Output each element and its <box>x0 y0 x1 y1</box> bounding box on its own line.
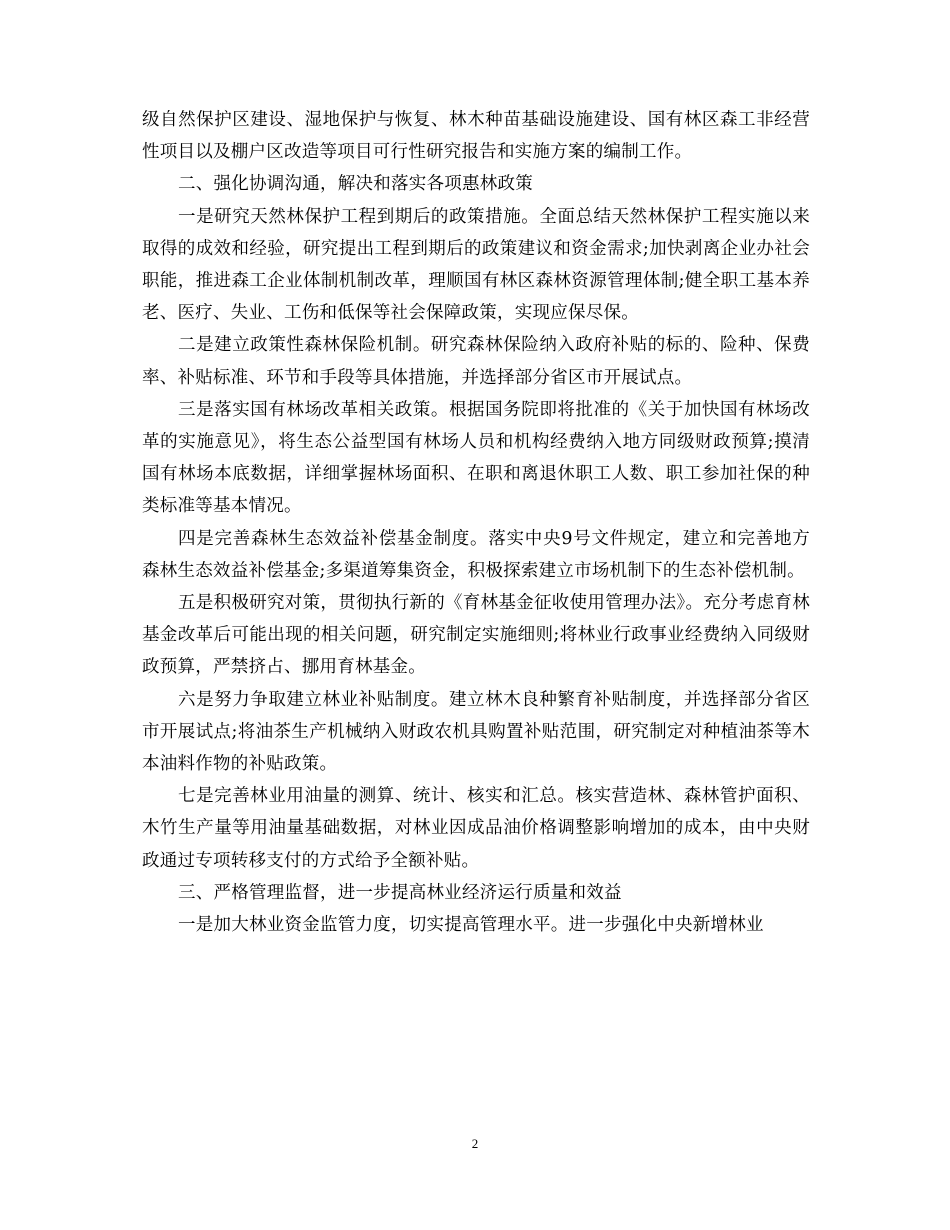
paragraph: 一是加大林业资金监管力度，切实提高管理水平。进一步强化中央新增林业 <box>178 915 764 936</box>
paragraph: 六是努力争取建立林业补贴制度。建立林木良种繁育补贴制度，并选择部分省区市开展试点;将油茶生产机械纳入财政农机具购置补贴范围，研究制定对种植油茶等木本油料作物的补贴政策。 <box>142 689 810 775</box>
paragraph: 四是完善森林生态效益补偿基金制度。落实中央9号文件规定，建立和完善地方森林生态效益补偿基金;多渠道筹集资金，积极探索建立市场机制下的生态补偿机制。 <box>142 528 810 581</box>
paragraph: 五是积极研究对策，贯彻执行新的《育林基金征收使用管理办法》。充分考虑育林基金改革后可能出现的相关问题，研究制定实施细则;将林业行政事业经费纳入同级财政预算，严禁挤占、挪用育林基金。 <box>142 593 810 678</box>
paragraph: 一是研究天然林保护工程到期后的政策措施。全面总结天然林保护工程实施以来取得的成效和经验，研究提出工程到期后的政策建议和资金需求;加快剥离企业办社会职能，推进森工企业体制机制改革，理顺国有林区森林资源管理体制;健全职工基本养老、医疗、失业、工伤和低保等社会保障政策，实现应保尽保。 <box>142 206 810 324</box>
paragraph: 二是建立政策性森林保险机制。研究森林保险纳入政府补贴的标的、险种、保费率、补贴标准、环节和手段等具体措施，并选择部分省区市开展试点。 <box>142 335 810 388</box>
section-heading: 三、严格管理监督，进一步提高林业经济运行质量和效益 <box>178 882 622 903</box>
paragraph: 级自然保护区建设、湿地保护与恢复、林木种苗基础设施建设、国有林区森工非经营性项目以及棚户区改造等项目可行性研究报告和实施方案的编制工作。 <box>142 110 810 163</box>
document-body <box>142 104 810 941</box>
section-heading: 二、强化协调沟通，解决和落实各项惠林政策 <box>178 174 533 195</box>
page-number: 2 <box>471 1136 479 1151</box>
paragraph: 三是落实国有林场改革相关政策。根据国务院即将批准的《关于加快国有林场改革的实施意见》，将生态公益型国有林场人员和机构经费纳入地方同级财政预算;摸清国有林场本底数据，详细掌握林场面积、在职和离退休职工人数、职工参加社保的种类标准等基本情况。 <box>142 399 810 517</box>
paragraph: 七是完善林业用油量的测算、统计、核实和汇总。核实营造林、森林管护面积、木竹生产量等用油量基础数据，对林业因成品油价格调整影响增加的成本，由中央财政通过专项转移支付的方式给予全额补贴。 <box>142 786 810 871</box>
